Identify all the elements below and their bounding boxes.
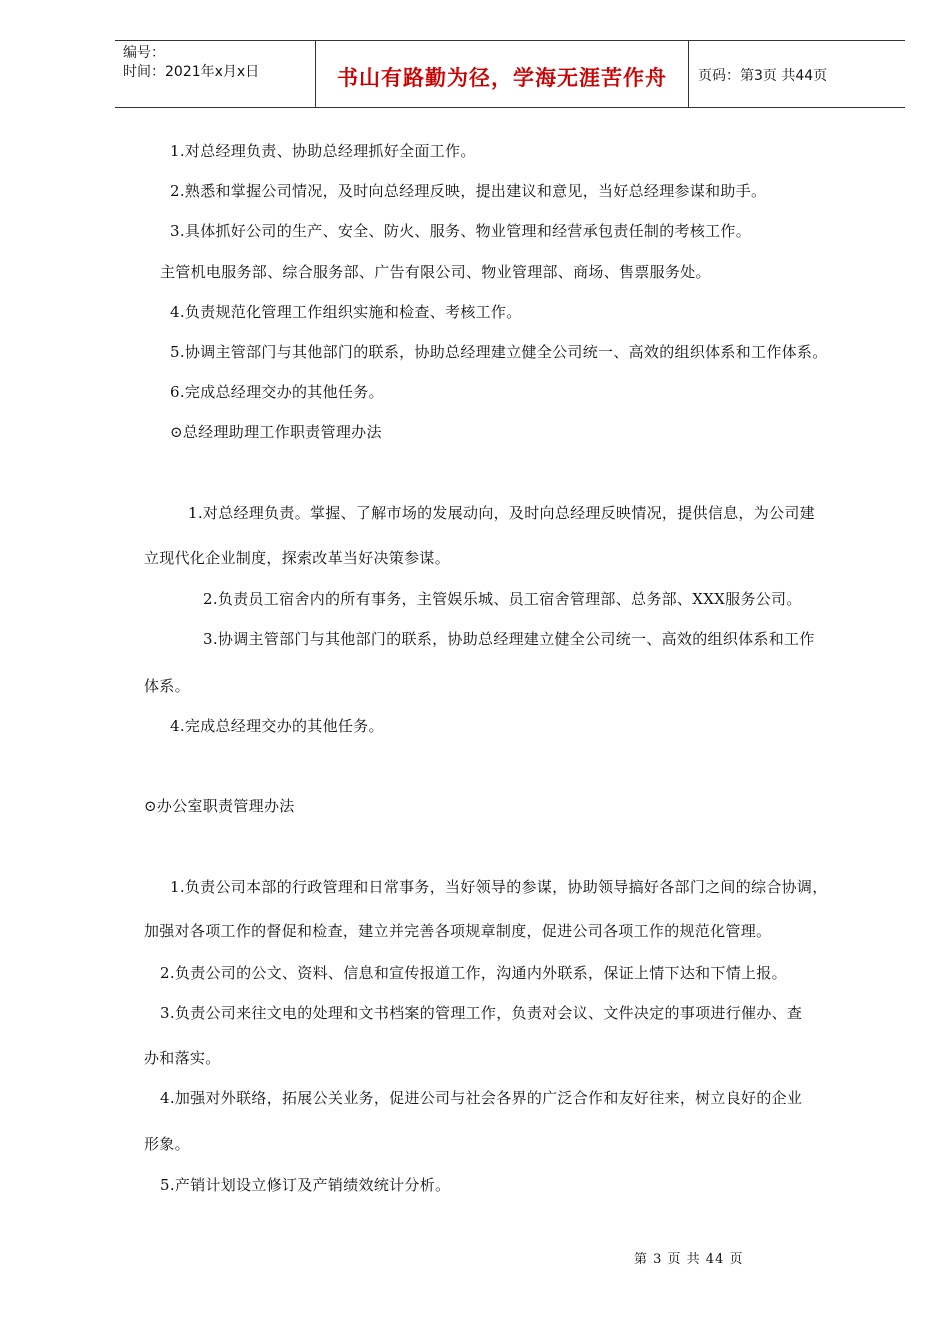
paragraph: 1.对总经理负责。掌握、了解市场的发展动向，及时向总经理反映情况，提供信息，为公司建 (188, 504, 815, 522)
paragraph: 1.负责公司本部的行政管理和日常事务，当好领导的参谋，协助领导搞好各部门之间的综合协调， (170, 878, 828, 896)
header-page-info: 页码：第3页 共44页 (698, 68, 828, 84)
paragraph: 2.熟悉和掌握公司情况，及时向总经理反映，提出建议和意见，当好总经理参谋和助手。 (170, 182, 767, 200)
paragraph: 5.协调主管部门与其他部门的联系，协助总经理建立健全公司统一、高效的组织体系和工作体系。 (170, 343, 828, 361)
header-left-cell (115, 41, 316, 107)
paragraph: 3.具体抓好公司的生产、安全、防火、服务、物业管理和经营承包责任制的考核工作。 (170, 222, 752, 240)
paragraph: 立现代化企业制度，探索改革当好决策参谋。 (144, 549, 451, 567)
paragraph: 4.完成总经理交办的其他任务。 (170, 717, 384, 735)
paragraph: 体系。 (144, 677, 190, 695)
paragraph: 形象。 (144, 1135, 190, 1153)
footer-page-number: 第 3 页 共 44 页 (634, 1252, 744, 1267)
paragraph: 主管机电服务部、综合服务部、广告有限公司、物业管理部、商场、售票服务处。 (160, 263, 711, 281)
header-motto: 书山有路勤为径，学海无涯苦作舟 (337, 66, 667, 90)
paragraph: 2.负责公司的公文、资料、信息和宣传报道工作，沟通内外联系，保证上情下达和下情上报。 (160, 964, 787, 982)
time-label: 时间：2021年x月x日 (123, 64, 260, 80)
section-heading: ⊙总经理助理工作职责管理办法 (170, 423, 382, 441)
header-right-cell (689, 41, 905, 107)
section-heading: ⊙办公室职责管理办法 (144, 797, 295, 815)
document-header (115, 40, 905, 108)
paragraph: 4.负责规范化管理工作组织实施和检查、考核工作。 (170, 303, 522, 321)
paragraph: 加强对各项工作的督促和检查，建立并完善各项规章制度，促进公司各项工作的规范化管理。 (144, 922, 772, 940)
number-label: 编号： (123, 45, 165, 61)
paragraph: 2.负责员工宿舍内的所有事务，主管娱乐城、员工宿舍管理部、总务部、XXX服务公司。 (203, 590, 802, 608)
paragraph: 3.协调主管部门与其他部门的联系，协助总经理建立健全公司统一、高效的组织体系和工作 (203, 630, 815, 648)
paragraph: 6.完成总经理交办的其他任务。 (170, 383, 384, 401)
paragraph: 1.对总经理负责、协助总经理抓好全面工作。 (170, 142, 476, 160)
header-middle-cell (316, 41, 689, 107)
paragraph: 5.产销计划设立修订及产销绩效统计分析。 (160, 1176, 451, 1194)
paragraph: 4.加强对外联络，拓展公关业务，促进公司与社会各界的广泛合作和友好往来，树立良好的企业 (160, 1089, 803, 1107)
paragraph: 3.负责公司来往文电的处理和文书档案的管理工作，负责对会议、文件决定的事项进行催办、查 (160, 1004, 803, 1022)
paragraph: 办和落实。 (144, 1049, 221, 1067)
